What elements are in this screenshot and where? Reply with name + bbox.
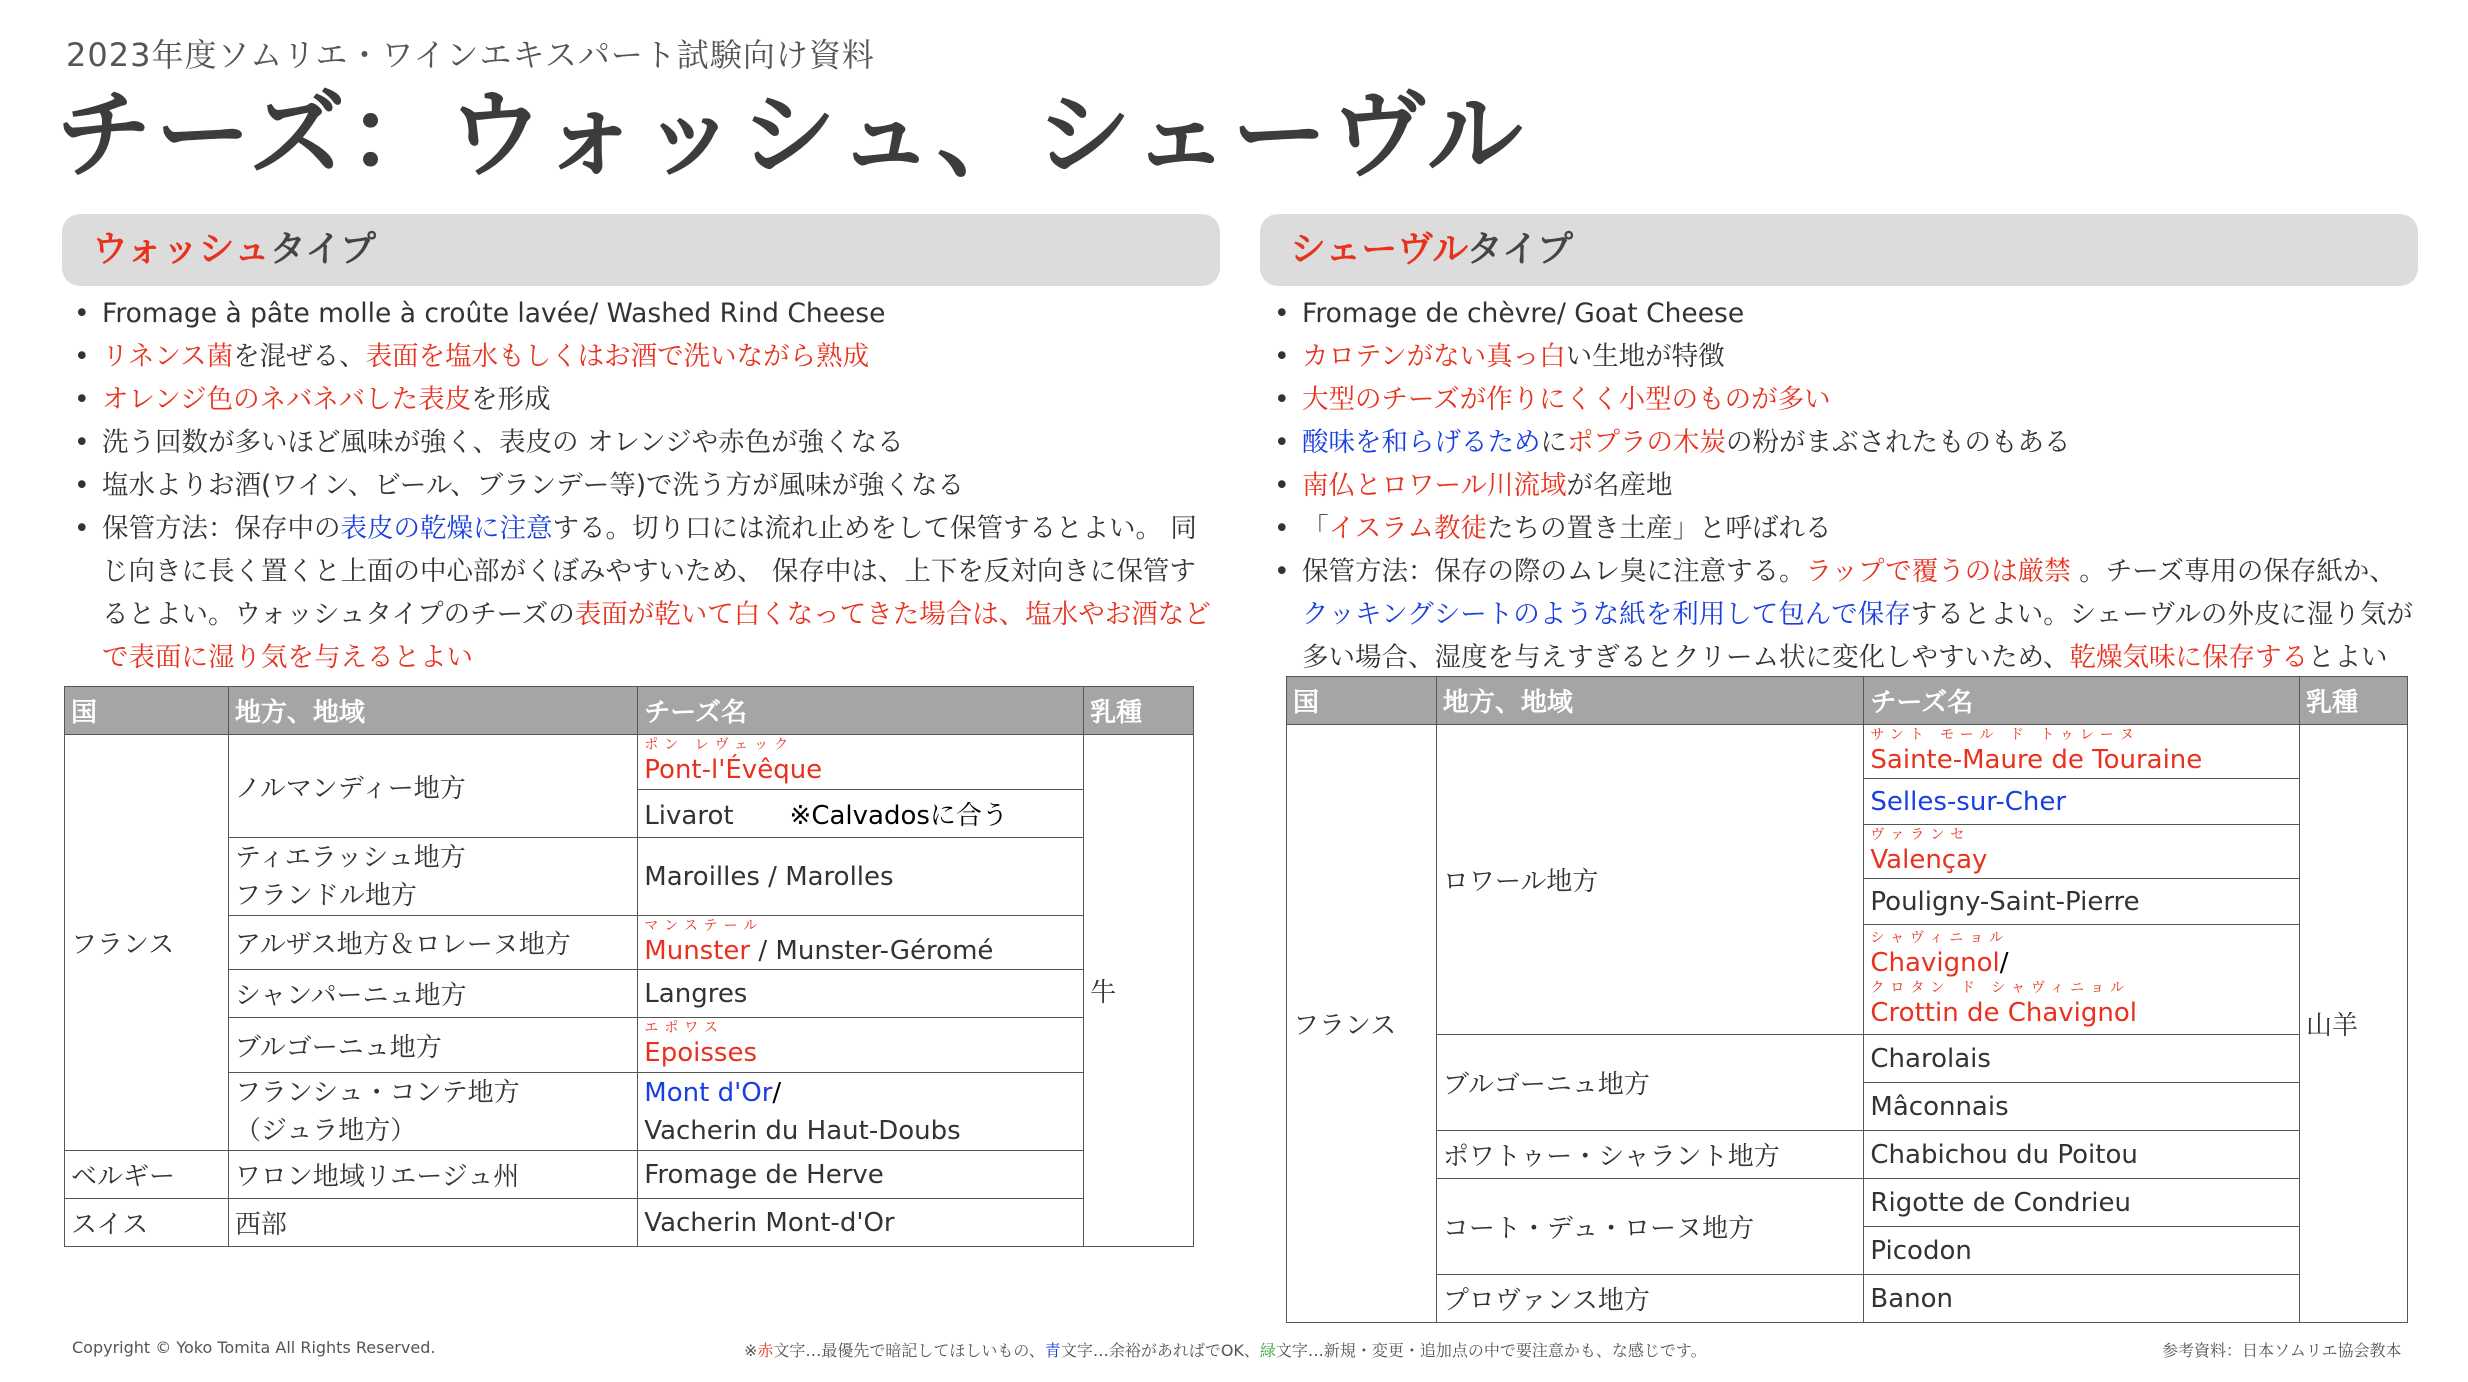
table-header-row — [1287, 677, 2408, 725]
bullet-dot-icon: • — [74, 513, 90, 544]
country-cell: フランス — [65, 735, 229, 1151]
cheese-ruby: エポワス — [644, 1020, 724, 1036]
text-segment: 南仏とロワール川流域 — [1302, 470, 1567, 501]
text-segment: とよい — [2307, 642, 2388, 673]
cheese-cell — [1864, 725, 2300, 779]
bullet-item — [68, 335, 1218, 378]
text-segment: オレンジ色のネバネバした表皮 — [102, 384, 472, 415]
cheese-cell — [638, 1073, 1084, 1151]
cheese-note: ※Calvadosに合う — [789, 801, 1008, 831]
text-segment: に — [1540, 427, 1567, 458]
cheese-name-rest: / Munster-Géromé — [750, 935, 994, 966]
table-header-row — [65, 687, 1194, 735]
header-country: 国 — [65, 687, 229, 735]
cheese-name: Chavignol — [1870, 947, 2000, 978]
text-segment: ポプラの木炭 — [1567, 427, 1726, 458]
region-cell: ブルゴーニュ地方 — [228, 1018, 637, 1073]
cheese-cell: Fromage de Herve — [638, 1151, 1084, 1199]
region-cell: アルザス地方＆ロレーヌ地方 — [228, 916, 637, 970]
text-segment: ※ — [744, 1341, 758, 1360]
page-subtitle: 2023年度ソムリエ・ワインエキスパート試験向け資料 — [66, 36, 875, 74]
bullet-item — [68, 464, 1218, 507]
bullet-item — [68, 421, 1218, 464]
header-milk: 乳種 — [2300, 677, 2408, 725]
chevre-heading-accent: シェーヴル — [1290, 229, 1467, 270]
bullet-item — [1268, 378, 2418, 421]
cheese-name: Epoisses — [644, 1038, 757, 1068]
cheese-ruby: クロタン ド シャヴィニョル — [1870, 979, 2131, 996]
cheese-cell — [1864, 925, 2300, 1035]
region-cell: ポワトゥー・シャラント地方 — [1436, 1131, 1864, 1179]
table-row — [65, 916, 1194, 970]
bullet-item — [68, 292, 1218, 335]
table-row — [1287, 725, 2408, 779]
text-segment: 文字…余裕があればでOK、 — [1060, 1341, 1260, 1360]
cheese-cell: Vacherin Mont-d'Or — [638, 1199, 1084, 1247]
cheese-cell: Langres — [638, 970, 1084, 1018]
text-segment: するとよい。シェーヴルの外皮に湿り気が多い場合、湿度を与えすぎるとクリーム状に変化しやすいため、 — [1302, 599, 2413, 673]
bullet-item — [1268, 421, 2418, 464]
text-segment: 洗う回数が多いほど風味が強く、表皮の オレンジや赤色が強くなる — [102, 427, 904, 458]
chevre-bullet-list — [1268, 292, 2418, 679]
cheese-cell: Banon — [1864, 1275, 2300, 1323]
cheese-ruby: ポン レヴェック — [644, 737, 795, 753]
text-segment: たちの置き土産」と呼ばれる — [1486, 513, 1832, 544]
text-segment: カロテンがない真っ白 — [1302, 341, 1566, 372]
text-segment: 保管方法：保存の際のムレ臭に注意する。 — [1302, 556, 1806, 587]
table-row — [1287, 1131, 2408, 1179]
region-line: フランシュ・コンテ地方 — [234, 1077, 520, 1108]
region-cell: ワロン地域リエージュ州 — [228, 1151, 637, 1199]
text-segment: 緑 — [1259, 1341, 1276, 1360]
region-line: フランドル地方 — [234, 880, 417, 911]
bullet-item — [1268, 550, 2418, 679]
cheese-separator: / — [772, 1077, 782, 1108]
text-segment: を混ぜる、 — [233, 341, 366, 372]
cheese-cell: Maroilles / Marolles — [638, 838, 1084, 916]
region-cell: 西部 — [228, 1199, 637, 1247]
header-cheese: チーズ名 — [1864, 677, 2300, 725]
bullet-dot-icon: • — [1274, 513, 1290, 544]
washed-section-header — [62, 214, 1220, 286]
bullet-item — [1268, 507, 2418, 550]
text-segment: 文字…新規・変更・追加点の中で要注意かも、な感じです。 — [1275, 1341, 1707, 1360]
text-segment: が名産地 — [1566, 470, 1673, 501]
table-row — [1287, 1179, 2408, 1227]
text-segment: 塩水よりお酒(ワイン、ビール、ブランデー等)で洗う方が風味が強くなる — [102, 470, 965, 501]
washed-cheese-table — [64, 686, 1194, 1247]
region-cell: プロヴァンス地方 — [1436, 1275, 1864, 1323]
bullet-item — [1268, 335, 2418, 378]
table-row — [1287, 1275, 2408, 1323]
washed-heading-rest: タイプ — [269, 229, 377, 270]
text-segment: クッキングシートのような紙を利用して包んで保存 — [1302, 599, 1911, 630]
bullet-dot-icon: • — [74, 427, 90, 458]
cheese-cell — [638, 790, 1084, 838]
text-segment: 酸味を和らげるため — [1302, 427, 1541, 458]
chevre-cheese-table — [1286, 676, 2408, 1323]
text-segment: 乾燥気味に保存する — [2069, 642, 2308, 673]
text-segment: 文字…最優先で暗記してほしいもの、 — [773, 1341, 1045, 1360]
cheese-name: Selles-sur-Cher — [1870, 786, 2067, 817]
region-line: ティエラッシュ地方 — [234, 842, 466, 873]
table-row — [65, 1073, 1194, 1151]
text-segment: 青 — [1044, 1341, 1061, 1360]
region-cell: コート・デュ・ローヌ地方 — [1436, 1179, 1864, 1275]
text-segment: 。チーズ専用の保存紙か、 — [2070, 556, 2396, 587]
cheese-name: Mont d'Or — [644, 1077, 773, 1108]
region-cell: ノルマンディー地方 — [228, 735, 637, 838]
text-segment: ラップで覆うのは厳禁 — [1805, 556, 2071, 587]
bullet-dot-icon: • — [74, 341, 90, 372]
text-segment: 「 — [1302, 513, 1329, 544]
table-row — [65, 1151, 1194, 1199]
cheese-cell — [1864, 779, 2300, 825]
cheese-name: Pont-l'Évêque — [644, 755, 823, 785]
bullet-item — [68, 507, 1218, 679]
table-row — [65, 838, 1194, 916]
table-row — [1287, 1035, 2408, 1083]
bullet-item — [1268, 464, 2418, 507]
country-cell: フランス — [1287, 725, 1437, 1323]
bullet-item — [1268, 292, 2418, 335]
bullet-dot-icon: • — [1274, 341, 1290, 372]
cheese-cell — [1864, 825, 2300, 879]
washed-heading-accent: ウォッシュ — [92, 229, 270, 270]
cheese-cell — [638, 735, 1084, 790]
header-region: 地方、地域 — [1436, 677, 1864, 725]
bullet-dot-icon: • — [1274, 427, 1290, 458]
cheese-separator: / — [1999, 947, 2009, 978]
cheese-ruby: サント モール ド トゥレーヌ — [1870, 726, 2140, 743]
bullet-item — [68, 378, 1218, 421]
table-row — [65, 1018, 1194, 1073]
cheese-cell: Chabichou du Poitou — [1864, 1131, 2300, 1179]
cheese-ruby: シャヴィニョル — [1870, 929, 2010, 946]
text-segment: 表面が乾いて白くなってきた場合は、塩水やお酒などで表面に湿り気を与えるとよい — [102, 599, 1211, 673]
reference-text: 参考資料：日本ソムリエ協会教本 — [2162, 1341, 2402, 1360]
text-segment: 赤 — [757, 1341, 774, 1360]
cheese-name: Crottin de Chavignol — [1870, 997, 2137, 1028]
cheese-name: Livarot — [644, 801, 734, 831]
bullet-dot-icon: • — [74, 384, 90, 415]
text-segment: する。切り口には流れ止めをして保管するとよい。 同じ向きに長く置くと上面の中心部がくぼみやすいため、 保存中は、上下を反対向きに保管するとよい。ウォッシュタイプのチーズの — [102, 513, 1197, 630]
cheese-cell: Pouligny-Saint-Pierre — [1864, 879, 2300, 925]
country-cell: ベルギー — [65, 1151, 229, 1199]
table-row — [65, 1199, 1194, 1247]
cheese-ruby: マンステール — [644, 917, 764, 934]
header-region: 地方、地域 — [228, 687, 637, 735]
country-cell: スイス — [65, 1199, 229, 1247]
header-milk: 乳種 — [1084, 687, 1194, 735]
header-cheese: チーズ名 — [638, 687, 1084, 735]
region-cell — [228, 1073, 637, 1151]
cheese-name: Sainte-Maure de Touraine — [1870, 744, 2203, 775]
text-segment: リネンス菌 — [102, 341, 234, 372]
region-cell — [228, 838, 637, 916]
text-segment: 保管方法：保存中の — [102, 513, 341, 544]
region-cell: ブルゴーニュ地方 — [1436, 1035, 1864, 1131]
chevre-heading-rest: タイプ — [1466, 229, 1573, 270]
bullet-dot-icon: • — [1274, 298, 1290, 329]
cheese-ruby: ヴァランセ — [1870, 826, 1971, 843]
region-cell: ロワール地方 — [1436, 725, 1864, 1035]
text-segment: の粉がまぶされたものもある — [1726, 427, 2071, 458]
region-line: （ジュラ地方） — [234, 1115, 417, 1146]
chevre-section-header — [1260, 214, 2418, 286]
cheese-name: Munster — [644, 935, 751, 966]
cheese-cell — [638, 1018, 1084, 1073]
cheese-cell: Picodon — [1864, 1227, 2300, 1275]
text-segment: を形成 — [471, 384, 551, 415]
bullet-dot-icon: • — [1274, 556, 1290, 587]
table-row — [65, 970, 1194, 1018]
cheese-cell: Rigotte de Condrieu — [1864, 1179, 2300, 1227]
page-title: チーズ：ウォッシュ、シェーヴル — [56, 79, 1526, 191]
bullet-dot-icon: • — [1274, 470, 1290, 501]
cheese-name: Valençay — [1870, 844, 1988, 875]
bullet-dot-icon: • — [74, 298, 90, 329]
text-segment: イスラム教徒 — [1328, 513, 1487, 544]
text-segment: 表面を塩水もしくはお酒で洗いながら熟成 — [365, 341, 870, 372]
washed-bullet-list — [68, 292, 1218, 679]
text-segment: 大型のチーズが作りにくく小型のものが多い — [1302, 384, 1831, 415]
text-segment: Fromage à pâte molle à croûte lavée/ Washed Rind Cheese — [102, 298, 886, 329]
region-cell: シャンパーニュ地方 — [228, 970, 637, 1018]
milk-cell: 牛 — [1084, 735, 1194, 1247]
cheese-cell — [638, 916, 1084, 970]
milk-cell: 山羊 — [2300, 725, 2408, 1323]
cheese-name: Vacherin du Haut-Doubs — [644, 1115, 961, 1146]
copyright-text: Copyright © Yoko Tomita All Rights Reserved. — [72, 1338, 436, 1357]
table-row — [65, 735, 1194, 790]
text-segment: Fromage de chèvre/ Goat Cheese — [1302, 298, 1745, 329]
text-segment: い生地が特徴 — [1565, 341, 1725, 372]
text-segment: 表皮の乾燥に注意 — [340, 513, 553, 544]
bullet-dot-icon: • — [1274, 384, 1290, 415]
cheese-cell: Charolais — [1864, 1035, 2300, 1083]
bullet-dot-icon: • — [74, 470, 90, 501]
color-legend — [744, 1338, 1707, 1361]
header-country: 国 — [1287, 677, 1437, 725]
cheese-cell: Mâconnais — [1864, 1083, 2300, 1131]
